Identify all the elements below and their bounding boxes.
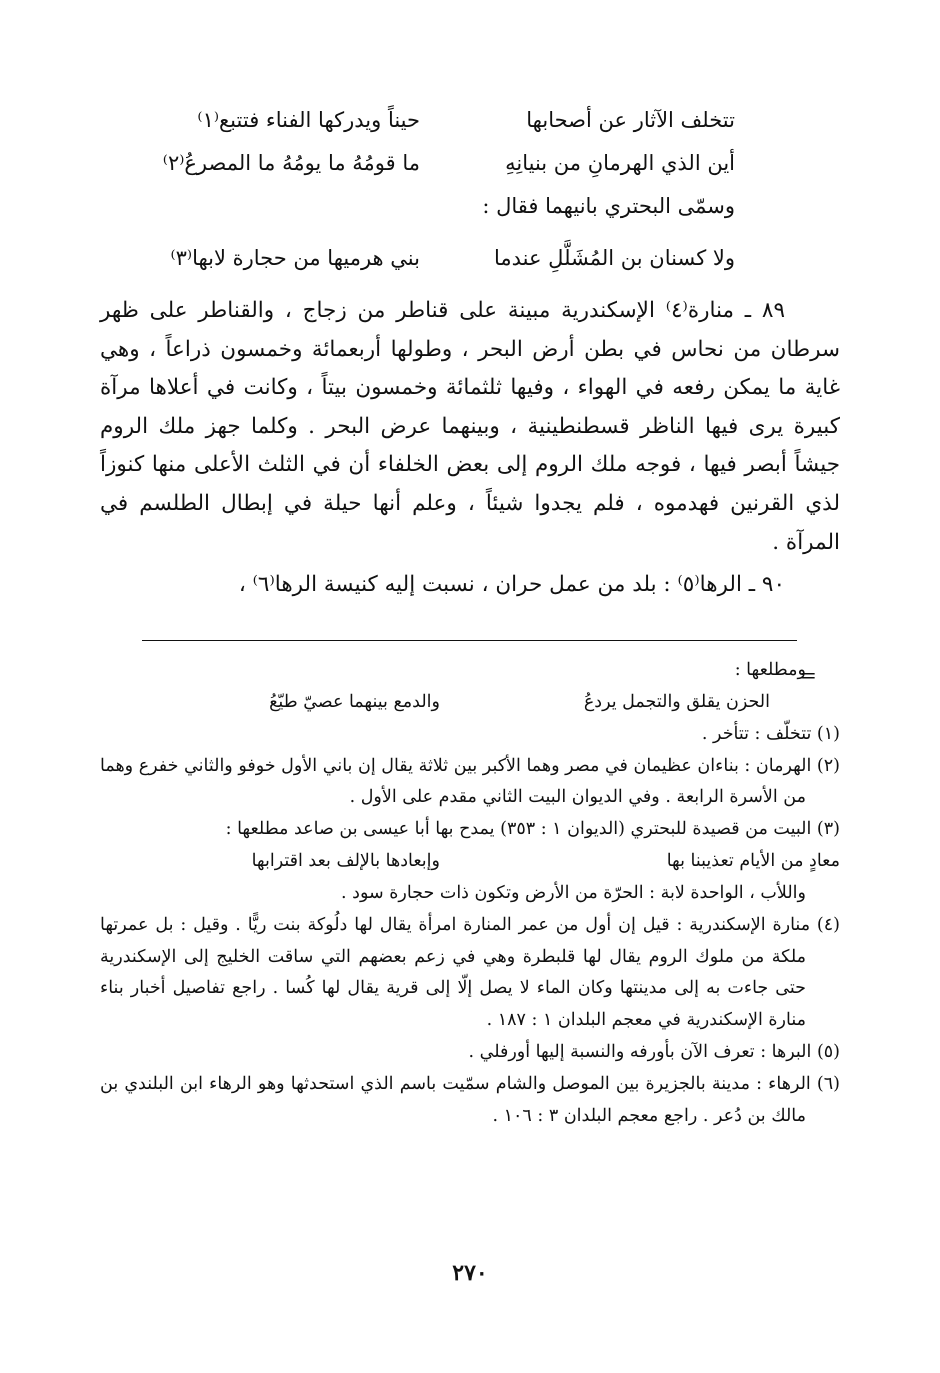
footnote-3: (٣) البيت من قصيدة للبحتري (الديوان ١ : ٣٥٣) يمدح بها أبا عيسى بن صاعد مطلعها : bbox=[225, 819, 840, 840]
verse-1-first-hemistich: تتخلف الآثار عن أصحابها bbox=[526, 108, 735, 132]
footnote-3-verse bbox=[100, 846, 840, 878]
matla-verse-second: والدمع بينهما عصيّ طيّعُ bbox=[269, 691, 440, 712]
paragraph-90: ٩٠ ـ الرها⁽٥⁾ : بلد من عمل حران ، نسبت إليه كنيسة الرها⁽٦⁾ ، bbox=[238, 572, 785, 598]
poem-verse-3 bbox=[0, 238, 940, 278]
verse-3-second-hemistich: بني هرميها من حجارة لابها⁽٣⁾ bbox=[170, 246, 420, 270]
verse-2-second-hemistich: ما قومُهُ ما يومُهُ ما المصرعُ⁽٢⁾ bbox=[162, 151, 420, 175]
matla-label: ومطلعها : bbox=[734, 660, 806, 680]
footnote-2: (٢) الهرمان : بناءان عظيمان في مصر وهما الأكبر بين ثلاثة يقال إن باني الأول خوفو والثاني خفرع وهما من الأسرة الرابعة . وفي الديوان البيت الثاني مقدم على الأول . bbox=[100, 755, 840, 808]
main-text bbox=[100, 292, 840, 605]
paragraph-89: ٨٩ ـ منارة⁽٤⁾ الإسكندرية مبينة على قناطر من زجاج ، والقناطر على ظهر سرطان من نحاس في بطن أرض البحر ، وطولها أربعمائة وخمسون ذراعاً ، وهي غاية ما يمكن رفعه في الهواء ، وفيها ثلثمائة وخمسون بيتاً ، وكانت في أعلاها مرآة كبيرة يرى فيها الناظر قسطنطينية ، وبينهما عرض البحر . وكلما جهز ملك الروم جيشاً أبصر فيها ، فوجه ملك الروم إلى بعض الخلفاء أن في الثلث الأعلى منها كنوزاً لذي القرنين فهدموه ، فلم يجدوا شيئاً ، وعلم أنها حيلة في إبطال الطلسم في المرآة . bbox=[100, 298, 840, 555]
verse-2-first-hemistich: أين الذي الهرمانِ من بنيانِهِ bbox=[505, 151, 735, 175]
footnote-5: (٥) البرها : تعرف الآن بأورفه والنسبة إليها أورفلي . bbox=[468, 1041, 840, 1062]
footnote-3-continuation: واللأب ، الواحدة لابة : الحرّة من الأرض وتكون ذات حجارة سود . bbox=[341, 882, 806, 903]
page-number: ٢٧٠ bbox=[452, 1260, 488, 1286]
poem-intro-line: وسمّى البحتري بانيهما فقال : bbox=[482, 194, 735, 218]
footnote-3-verse-first: معادٍ من الأيام تعذيبنا بها bbox=[666, 850, 840, 871]
continuation-mark: = bbox=[800, 663, 817, 687]
poem-verse-1 bbox=[0, 100, 940, 140]
verse-3-first-hemistich: ولا كسنان بن المُشَلَّلِ عندما bbox=[493, 246, 735, 270]
footnote-separator bbox=[142, 640, 797, 641]
poem-verse-2 bbox=[0, 143, 940, 183]
matla-verse bbox=[100, 687, 840, 719]
footnote-6: (٦) الرهاء : مدينة بالجزيرة بين الموصل والشام سمّيت باسم الذي استحدثها وهو الرهاء ابن البلندي بن مالك بن دُعر . راجع معجم البلدان ٣ : ١٠٦ . bbox=[100, 1073, 840, 1126]
footnote-1: (١) تتخلّف : تتأخر . bbox=[701, 723, 840, 744]
matla-verse-first: الحزن يقلق والتجمل يردعُ bbox=[583, 691, 770, 712]
footnote-3-verse-second: وإبعادها بالإلف بعد اقترابها bbox=[251, 850, 440, 871]
verse-1-second-hemistich: حيناً ويدركها الفناء فتتبع⁽١⁾ bbox=[197, 108, 420, 132]
footnote-4: (٤) منارة الإسكندرية : قيل إن أول من عمر المنارة امرأة يقال لها دلُوكة بنت ريًّا . وقيل : بل عمرتها ملكة من ملوك الروم يقال لها قلبطرة وهي في زعم بعضهم التي ساقت الخليج إلى الإسكندرية حتى جاءت به إلى مدينتها وكان الماء لا يصل إلّا إلى قرية يقال لها كُسا . راجع تفاصيل أخبار بناء منارة الإسكندرية في معجم البلدان ١ : ١٨٧ . bbox=[100, 914, 840, 1031]
footnotes bbox=[100, 655, 840, 1132]
